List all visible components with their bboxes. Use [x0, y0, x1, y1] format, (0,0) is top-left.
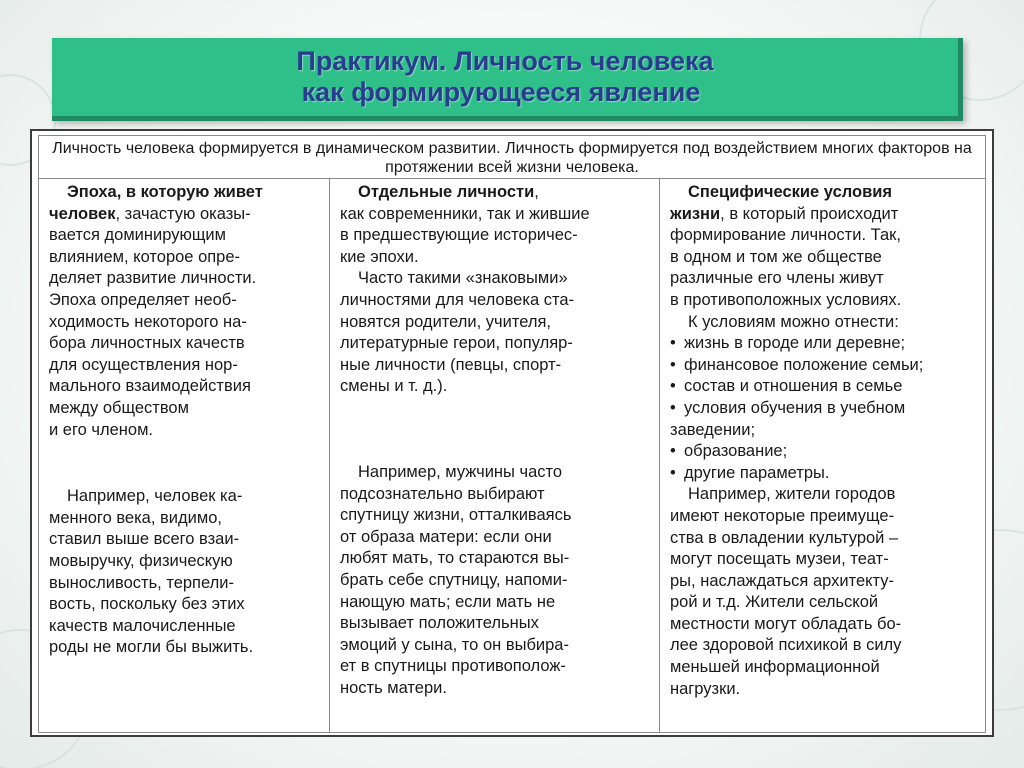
col1-line: мовыручку, физическую [49, 551, 233, 570]
col1-line: роды не могли бы выжить. [49, 638, 254, 657]
col3-line: лее здоровой психикой в силу [670, 636, 902, 655]
col1-line: мального взаимодействия [49, 377, 251, 396]
col3-line: в противоположных условиях. [670, 290, 902, 309]
col2-line: ность матери. [340, 678, 447, 697]
col3-line: меньшей информационной [670, 658, 880, 677]
col3-bold: жизни [670, 204, 721, 223]
col3-line: могут посещать музеи, теат- [670, 550, 889, 569]
col3-line: ства в овладении культурой – [670, 528, 899, 547]
col1-line: вается доминирующим [49, 226, 226, 245]
col1-line: качеств малочисленные [49, 616, 236, 635]
col1-line: Например, человек ка- [67, 487, 243, 506]
bullet-icon: • [670, 355, 676, 374]
col1-line: выносливость, терпели- [49, 573, 234, 592]
column-individuals [329, 179, 660, 733]
col2-line: ные личности (певцы, спорт- [340, 355, 562, 374]
col2-line: Например, мужчины часто [358, 462, 563, 481]
col2-line: от образа матери: если они [340, 527, 552, 546]
bullet-icon: • [670, 442, 676, 461]
col2-line: кие эпохи. [340, 247, 419, 266]
col3-bullet-item [670, 398, 977, 420]
col1-line: Эпоха определяет необ- [49, 290, 237, 309]
title-line-2: как формирующееся явление [301, 77, 701, 107]
col2-text: , [534, 183, 539, 201]
col3-bullet-text: финансовое положение семьи; [684, 355, 924, 374]
col3-line: Например, жители городов [688, 485, 896, 504]
col2-line: как современники, так и жившие [340, 204, 590, 223]
col3-line: заведении; [670, 420, 756, 439]
bullet-icon: • [670, 377, 676, 396]
col3-bullet-text: условия обучения в учебном [684, 398, 906, 417]
col3-line: Специфические условия [688, 183, 893, 201]
col1-bold: человек [49, 204, 116, 223]
col3-line: в одном и том же обществе [670, 247, 882, 266]
col2-line: спутницу жизни, отталкиваясь [340, 506, 572, 525]
col3-line: различные его члены живут [670, 269, 884, 288]
col2-line: личностями для человека ста- [340, 290, 574, 309]
col2-line: в предшествующие историчес- [340, 226, 578, 245]
col1-line: для осуществления нор- [49, 355, 238, 374]
col2-line: нающую мать; если мать не [340, 592, 556, 611]
col1-line: и его членом. [49, 420, 154, 439]
bullet-icon: • [670, 334, 676, 353]
table-intro: Личность человека формируется в динамическом развитии. Личность формируется под воздействием многих факторов на протяжении всей жизни человека. [38, 135, 986, 179]
col3-line: нагрузки. [670, 679, 741, 698]
col1-line: ставил выше всего взаи- [49, 530, 240, 549]
col3-bullet-item [670, 376, 977, 398]
col3-bullet-item [670, 355, 977, 377]
column-epoch [38, 179, 330, 733]
col3-line: формирование личности. Так, [670, 226, 901, 245]
col1-line: менного века, видимо, [49, 508, 222, 527]
col2-line: литературные герои, популяр- [340, 334, 573, 353]
col3-bullet-text: образование; [684, 442, 788, 461]
col3-bullet-item [670, 463, 977, 485]
col1-line: ходимость некоторого на- [49, 312, 247, 331]
col1-text: , зачастую оказы- [115, 204, 251, 223]
col3-bullet-item [670, 333, 977, 355]
col1-line [49, 204, 321, 226]
content-table [30, 129, 994, 737]
col3-bullet-text: другие параметры. [684, 463, 830, 482]
col3-line: К условиям можно отнести: [688, 312, 899, 331]
column-conditions [659, 179, 986, 733]
col3-line: ры, наслаждаться архитекту- [670, 571, 895, 590]
col2-line: эмоций у сына, то он выбира- [340, 635, 569, 654]
col2-line: подсознательно выбирают [340, 484, 545, 503]
col1-line: деляет развитие личности. [49, 269, 257, 288]
col2-line [340, 182, 651, 204]
col3-line [670, 204, 977, 226]
title-line-1: Практикум. Личность человека [296, 46, 714, 76]
title-banner [52, 38, 963, 121]
col1-line: между обществом [49, 398, 189, 417]
col3-bullet-text: жизнь в городе или деревне; [684, 334, 906, 353]
col2-line: Часто такими «знаковыми» [358, 269, 568, 288]
bullet-icon: • [670, 463, 676, 482]
col3-text: , в который происходит [720, 204, 899, 223]
col2-bold: Отдельные личности [358, 183, 535, 201]
col3-line: имеют некоторые преимуще- [670, 506, 895, 525]
col2-line: вызывает положительных [340, 614, 539, 633]
col1-line: вость, поскольку без этих [49, 595, 245, 614]
col3-line: местности могут обладать бо- [670, 614, 902, 633]
col2-line: ет в спутницы противополож- [340, 657, 566, 676]
col3-bullet-text: состав и отношения в семье [684, 377, 903, 396]
col1-line: влиянием, которое опре- [49, 247, 241, 266]
col2-line: любят мать, то стараются вы- [340, 549, 570, 568]
col3-bullet-item [670, 441, 977, 463]
col1-line: Эпоха, в которую живет [67, 183, 263, 201]
bullet-icon: • [670, 398, 676, 417]
col3-line: рой и т.д. Жители сельской [670, 593, 879, 612]
col2-line: брать себе спутницу, напоми- [340, 570, 568, 589]
col2-line: смены и т. д.). [340, 377, 448, 396]
col1-line: бора личностных качеств [49, 334, 245, 353]
col2-line: новятся родители, учителя, [340, 312, 552, 331]
